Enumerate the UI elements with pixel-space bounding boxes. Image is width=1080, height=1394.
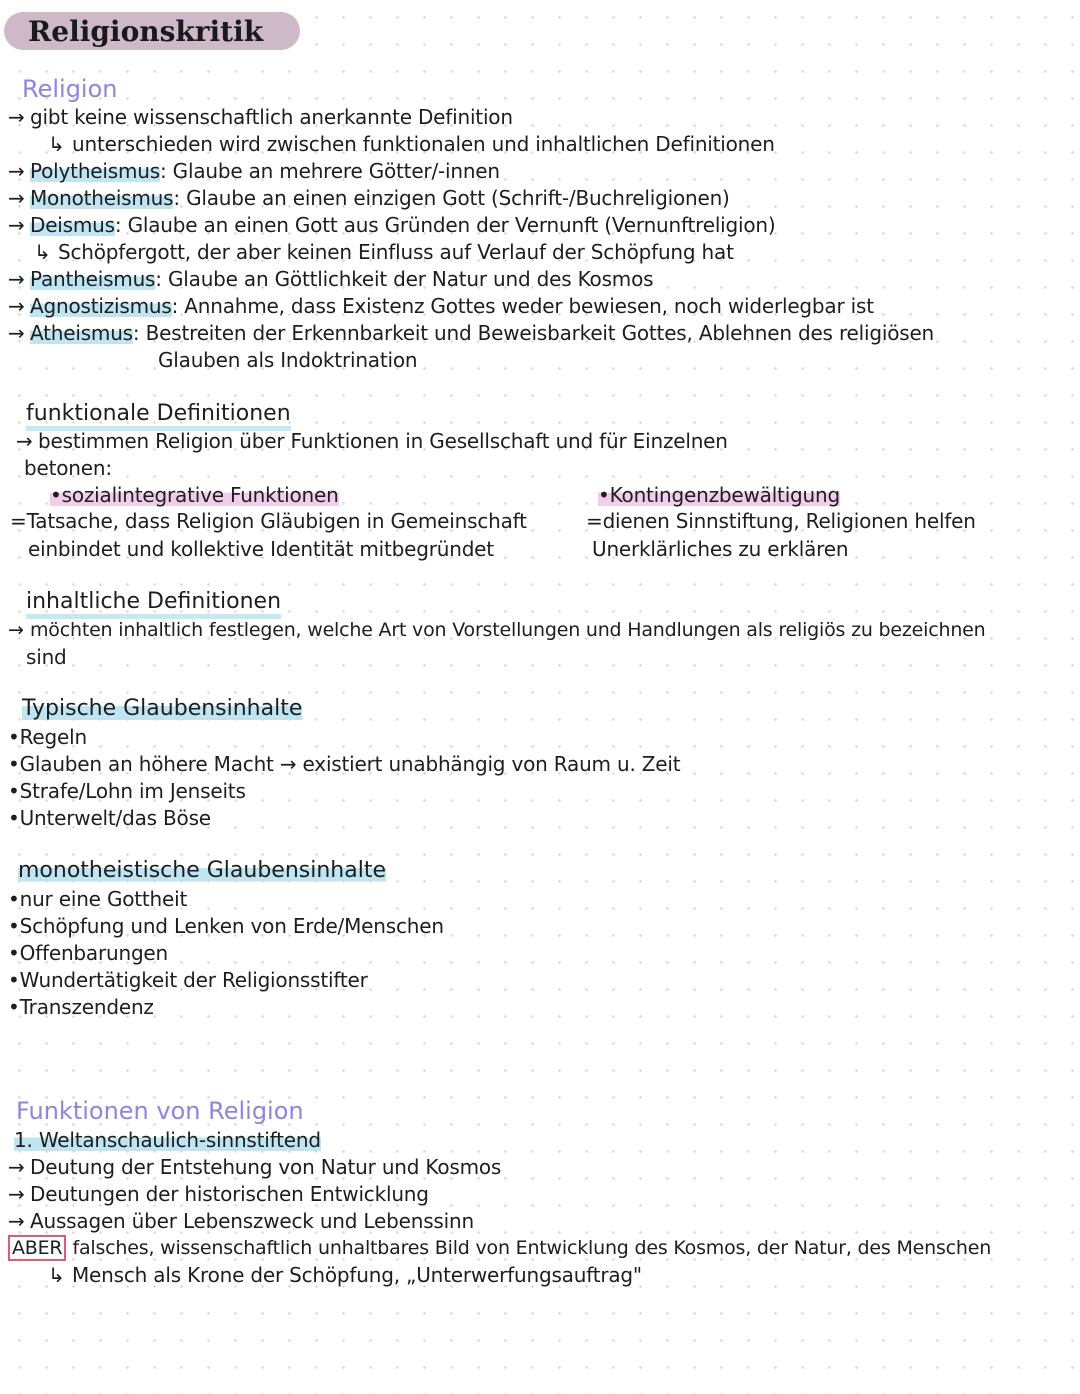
kontingenz-title: •Kontingenzbewältigung [598,483,840,507]
arrow-icon: → [8,619,24,641]
typisch-item: •Glauben an höhere Macht → existiert unabhängig von Raum u. Zeit [8,752,681,776]
term-deismus: → Deismus: Glaube an einen Gott aus Gründen der Vernunft (Vernunftreligion) [8,213,776,237]
typisch-item: •Regeln [8,725,87,749]
funktional-heading: funktionale Definitionen [26,400,291,428]
term-pantheismus: → Pantheismus: Glaube an Göttlichkeit der Natur und des Kosmos [8,267,654,291]
mono-heading: monotheistische Glaubensinhalte [18,858,386,883]
funktionen-item: → Deutungen der historischen Entwicklung [8,1182,429,1206]
mono-item: •nur eine Gottheit [8,887,188,911]
bullet-icon: • [8,941,20,965]
inhaltlich-line2: sind [26,645,67,669]
kontingenz-line2: Unerklärliches zu erklären [592,537,849,561]
arrow-icon: → [8,1155,25,1179]
sozialintegrativ-title: •sozialintegrative Funktionen [50,483,339,507]
equals-icon: = [586,509,603,533]
mono-item: •Schöpfung und Lenken von Erde/Menschen [8,914,444,938]
typisch-item: •Unterwelt/das Böse [8,806,211,830]
mono-item: •Offenbarungen [8,941,169,965]
bullet-icon: • [8,806,20,830]
bullet-icon: • [8,914,20,938]
arrow-icon: → [8,267,25,291]
sub-arrow-icon: ↳ [34,240,51,264]
term-monotheismus: → Monotheismus: Glaube an einen einzigen Gott (Schrift-/Buchreligionen) [8,186,730,210]
religion-intro: → gibt keine wissenschaftlich anerkannte Definition [8,105,513,129]
bullet-icon: • [598,483,610,507]
term-polytheismus: → Polytheismus: Glaube an mehrere Götter/-innen [8,159,500,183]
funktional-line1: → bestimmen Religion über Funktionen in Gesellschaft und für Einzelnen [16,429,728,453]
sub-arrow-icon: ↳ [48,1263,65,1287]
inhaltlich-line1: → möchten inhaltlich festlegen, welche Art von Vorstellungen und Handlungen als religiös zu bezeichnen [8,617,986,644]
religion-heading: Religion [22,75,118,103]
arrow-icon: → [8,321,25,345]
typisch-heading: Typische Glaubensinhalte [22,696,303,721]
sub-arrow-icon: ↳ [48,132,65,156]
arrow-icon: → [8,159,25,183]
funktionen-item: → Aussagen über Lebenszweck und Lebenssinn [8,1209,474,1233]
term-agnostizismus: → Agnostizismus: Annahme, dass Existenz Gottes weder bewiesen, noch widerlegbar ist [8,294,874,318]
kontingenz-line1: =dienen Sinnstiftung, Religionen helfen [586,509,976,533]
page-title: Religionskritik [28,15,264,48]
bullet-icon: • [8,752,20,776]
arrow-icon: → [8,186,25,210]
arrow-icon: → [16,429,33,453]
sozialintegrativ-line1: =Tatsache, dass Religion Gläubigen in Gemeinschaft [10,509,527,533]
arrow-icon: → [8,213,25,237]
funktional-line2: betonen: [24,456,112,480]
deismus-sub: ↳ Schöpfergott, der aber keinen Einfluss auf Verlauf der Schöpfung hat [34,240,734,264]
religion-intro-sub: ↳ unterschieden wird zwischen funktionalen und inhaltlichen Definitionen [48,132,775,156]
funktionen-heading: Funktionen von Religion [16,1097,304,1125]
bullet-icon: • [8,725,20,749]
funktionen-item: → Deutung der Entstehung von Natur und Kosmos [8,1155,502,1179]
bullet-icon: • [8,968,20,992]
typisch-item: •Strafe/Lohn im Jenseits [8,779,246,803]
atheismus-cont: Glauben als Indoktrination [158,348,418,372]
arrow-icon: → [8,1209,25,1233]
aber-label: ABER [8,1235,66,1261]
bullet-icon: • [8,887,20,911]
sozialintegrativ-line2: einbindet und kollektive Identität mitbegründet [28,537,494,561]
funktionen-subheading: 1. Weltanschaulich-sinnstiftend [14,1128,321,1152]
bullet-icon: • [8,995,20,1019]
mono-item: •Wundertätigkeit der Religionsstifter [8,968,368,992]
bullet-icon: • [8,779,20,803]
arrow-icon: → [8,294,25,318]
mono-item: •Transzendenz [8,995,154,1019]
arrow-icon: → [8,105,25,129]
arrow-icon: → [8,1182,25,1206]
aber-sub: ↳ Mensch als Krone der Schöpfung, „Unterwerfungsauftrag" [48,1263,642,1287]
equals-icon: = [10,509,27,533]
inhaltlich-heading: inhaltliche Definitionen [26,588,281,616]
aber-line: ABER falsches, wissenschaftlich unhaltbares Bild von Entwicklung des Kosmos, der Natur, des Menschen [8,1235,991,1262]
bullet-icon: • [50,483,62,507]
term-atheismus: → Atheismus: Bestreiten der Erkennbarkeit und Beweisbarkeit Gottes, Ablehnen des religiösen [8,321,935,345]
